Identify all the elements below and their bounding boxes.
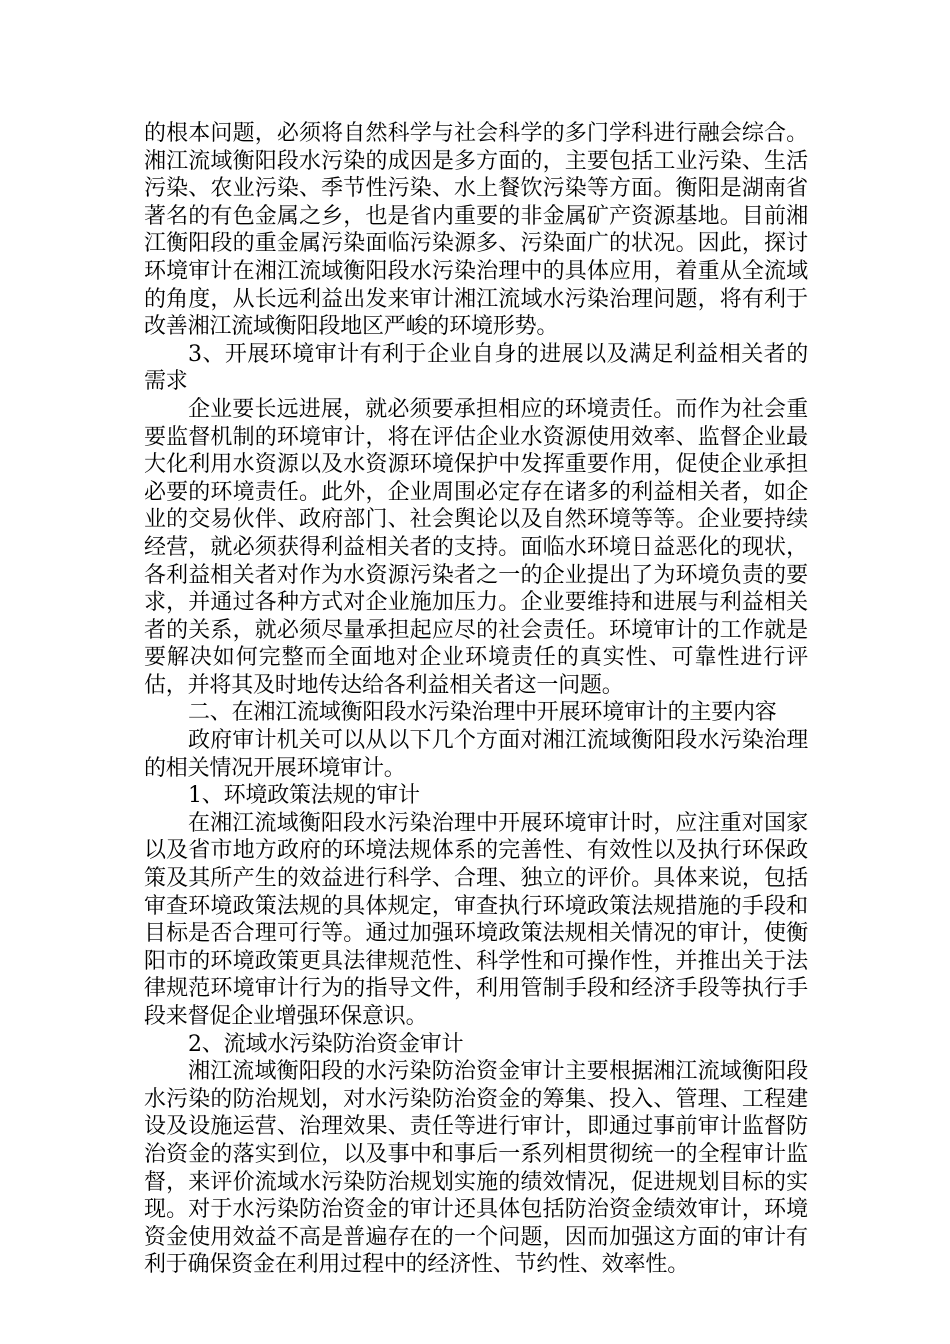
paragraph-enterprise-responsibility: 企业要长远进展，就必须要承担相应的环境责任。而作为社会重要监督机制的环境审计，将在评估企业水资源使用效率、监督企业最大化利用水资源以及水资源环境保护中发挥重要作用，促使企业承担必要的环境责任。此外，企业周围必定存在诸多的利益相关者，如企业的交易伙伴、政府部门、社会舆论以及自然环境等等。企业要持续经营，就必须获得利益相关者的支持。面临水环境日益恶化的现状，各利益相关者对作为水资源污染者之一的企业提出了为环境负责的要求，并通过各种方式对企业施加压力。企业要维持和进展与利益相关者的关系，就必须尽量承担起应尽的社会责任。环境审计的工作就是要解决如何完整而全面地对企业环境责任的真实性、可靠性进行评估，并将其及时地传达给各利益相关者这一问题。 <box>144 396 808 698</box>
section-heading-3: 3、开展环境审计有利于企业自身的进展以及满足利益相关者的需求 <box>144 341 808 395</box>
paragraph-audit-intro: 政府审计机关可以从以下几个方面对湘江流域衡阳段水污染治理的相关情况开展环境审计。 <box>144 728 808 781</box>
paragraph-continued-text: 的根本问题，必须将自然科学与社会科学的多门学科进行融会综合。湘江流域衡阳段水污染的成因是多方面的，主要包括工业污染、生活污染、农业污染、季节性污染、水上餐饮污染等方面。衡阳是湖南省著名的有色金属之乡，也是省内重要的非金属矿产资源基地。目前湘江衡阳段的重金属污染面临污染源多、污染面广的状况。因此，探讨环境审计在湘江流域衡阳段水污染治理中的具体应用，着重从全流域的角度，从长远利益出发来审计湘江流域水污染治理问题，将有利于改善湘江流域衡阳段地区严峻的环境形势。 <box>144 121 808 340</box>
paragraph-policy-audit: 在湘江流域衡阳段水污染治理中开展环境审计时，应注重对国家以及省市地方政府的环境法规体系的完善性、有效性以及执行环保政策及其所产生的效益进行科学、合理、独立的评价。具体来说，包括审查环境政策法规的具体规定，审查执行环境政策法规措施的手段和目标是否合理可行等。通过加强环境政策法规相关情况的审计，使衡阳市的环境政策更具法律规范性、科学性和可操作性，并推出关于法律规范环境审计行为的指导文件，利用管制手段和经济手段等执行手段来督促企业增强环保意识。 <box>144 810 808 1029</box>
section-heading-2: 2、流域水污染防治资金审计 <box>188 1031 464 1057</box>
section-heading-1: 1、环境政策法规的审计 <box>188 783 420 809</box>
paragraph-fund-audit: 湘江流域衡阳段的水污染防治资金审计主要根据湘江流域衡阳段水污染的防治规划，对水污染防治资金的筹集、投入、管理、工程建设及设施运营、治理效果、责任等进行审计，即通过事前审计监督防治资金的落实到位，以及事中和事后一系列相贯彻统一的全程审计监督，来评价流域水污染防治规划实施的绩效情况，促进规划目标的实现。对于水污染防治资金的审计还具体包括防治资金绩效审计，环境资金使用效益不高是普遍存在的一个问题，因而加强这方面的审计有利于确保资金在利用过程中的经济性、节约性、效率性。 <box>144 1059 808 1278</box>
section-heading-main-content: 二、在湘江流域衡阳段水污染治理中开展环境审计的主要内容 <box>188 700 777 726</box>
document-body <box>144 120 808 1279</box>
